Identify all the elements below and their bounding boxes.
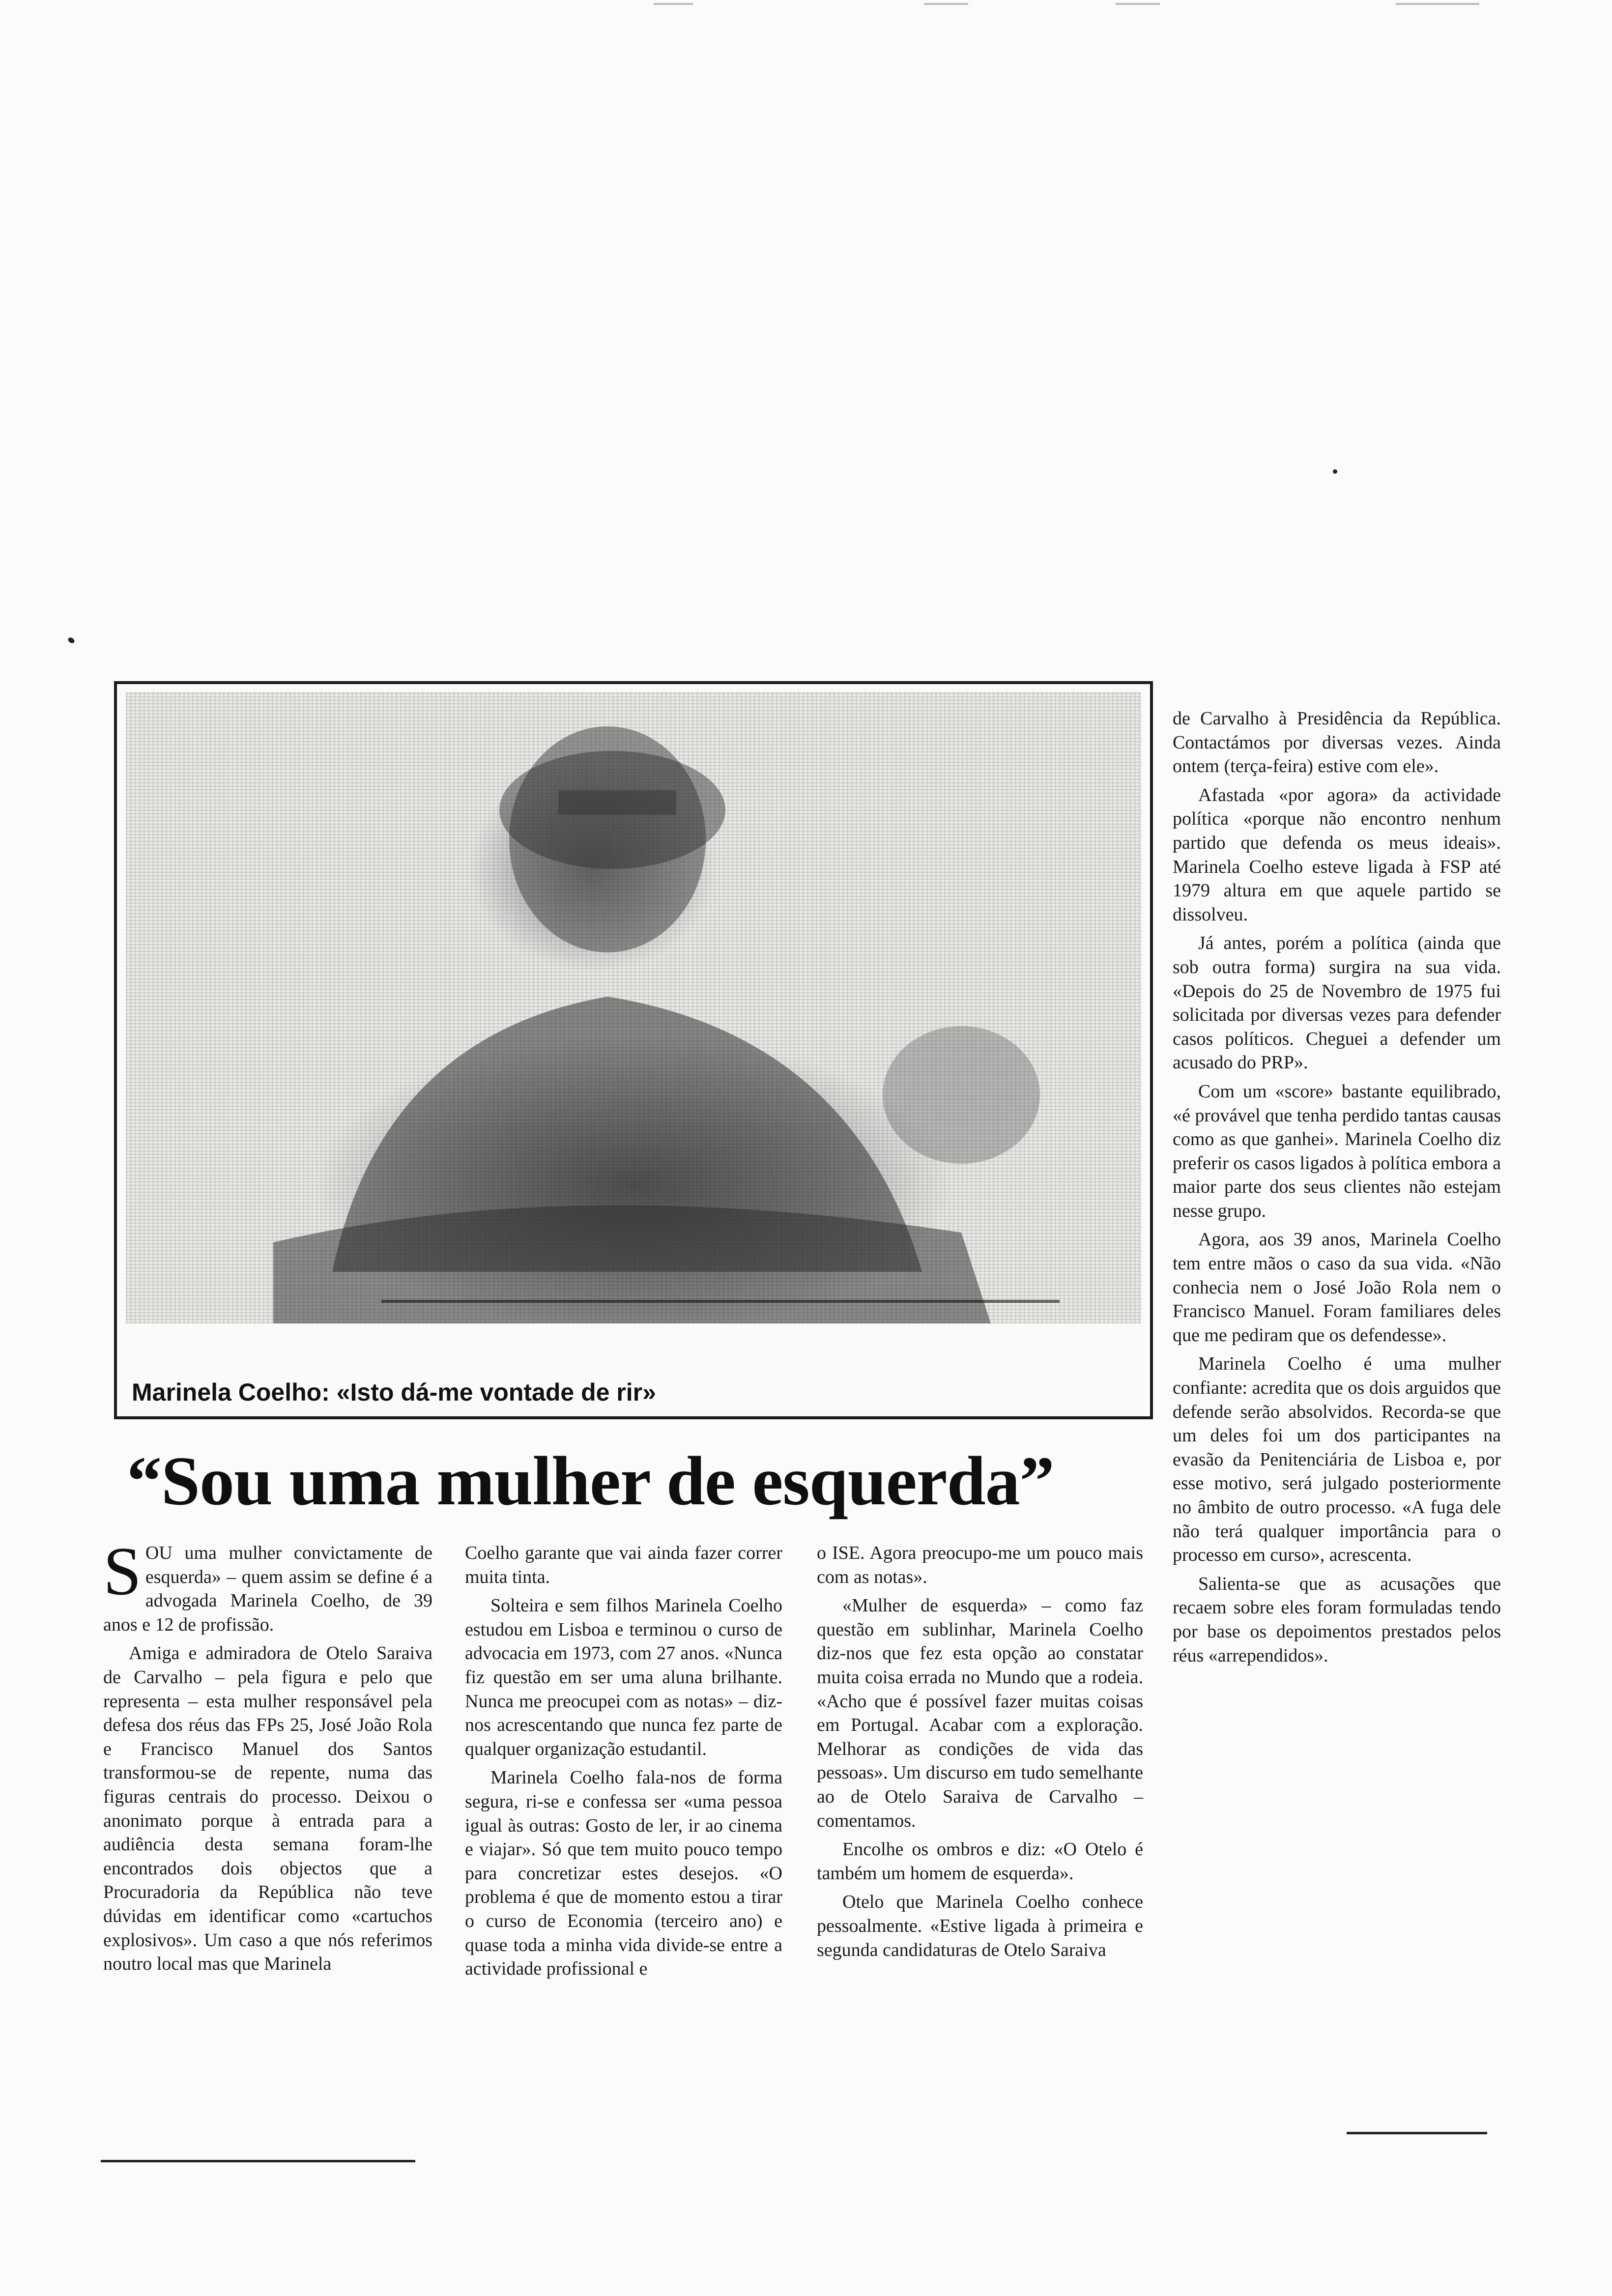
article-paragraph-text: OU uma mulher convictamente de esquerda» – quem assim se define é a advogada Marinela Coelho, de 39 anos e 12 de profissão. xyxy=(103,1543,432,1635)
article-paragraph: de Carvalho à Presidência da República. Contactámos por diversas vezes. Ainda ontem (terça-feira) estive com ele». xyxy=(1173,708,1501,777)
article-paragraph: Salienta-se que as acusações que recaem sobre eles foram formuladas tendo por base os depoimentos prestados pelos réus «arrependidos». xyxy=(1173,1573,1501,1666)
article-column-3 xyxy=(817,1541,1143,1962)
scan-speck xyxy=(1333,469,1337,474)
drop-cap: S xyxy=(103,1533,142,1609)
scan-artifact xyxy=(1116,3,1160,5)
article-paragraph: Amiga e admiradora de Otelo Saraiva de Carvalho – pela figura e pelo que representa – esta mulher responsável pela defesa dos réus das FPs 25, José João Rola e Francisco Manuel dos Santos transformou-se de repente, numa das figuras centrais do processo. Deixou o anonimato porque à entrada para a audiência desta semana foram-lhe encontrados dois objectos que a Procuradoria da República não teve dúvidas em identificar como «cartuchos explosivos». Um caso a que nós referimos noutro local mas que Marinela xyxy=(103,1643,432,1975)
scan-artifact xyxy=(654,3,693,5)
photo-caption: Marinela Coelho: «Isto dá-me vontade de rir» xyxy=(132,1378,656,1406)
article-paragraph: Agora, aos 39 anos, Marinela Coelho tem entre mãos o caso da sua vida. «Não conhecia nem o José João Rola nem o Francisco Manuel. Foram familiares deles que me pediram que os defendesse». xyxy=(1173,1229,1501,1346)
article-paragraph: Coelho garante que vai ainda fazer correr muita tinta. xyxy=(465,1543,782,1587)
article-paragraph: Marinela Coelho é uma mulher confiante: acredita que os dois arguidos que defende serão absolvidos. Recorda-se que um deles foi um dos participantes na evasão da Penitenciária de Lisboa e, por esse motivo, será julgado posteriormente no âmbito de outro processo. «A fuga dele não terá qualquer importância para o processo em curso», acrescenta. xyxy=(1173,1353,1501,1566)
end-rule xyxy=(1347,2132,1487,2134)
article-paragraph: Solteira e sem filhos Marinela Coelho estudou em Lisboa e terminou o curso de advocacia em 1973, com 27 anos. «Nunca fiz questão em ser uma aluna brilhante. Nunca me preocupei com as notas» – diz-nos acrescentando que nunca fez parte de qualquer organização estudantil. xyxy=(465,1595,782,1759)
article-paragraph xyxy=(103,1533,432,1636)
article-paragraph: Encolhe os ombros e diz: «O Otelo é também um homem de esquerda». xyxy=(817,1839,1143,1884)
article-column-4 xyxy=(1173,707,1501,1667)
article-paragraph: Otelo que Marinela Coelho conhece pessoalmente. «Estive ligada à primeira e segunda candidaturas de Otelo Saraiva xyxy=(817,1892,1143,1960)
article-column-1 xyxy=(103,1533,432,1976)
article-paragraph: o ISE. Agora preocupo-me um pouco mais com as notas». xyxy=(817,1543,1143,1587)
article-column-2 xyxy=(465,1541,782,1981)
photo-frame xyxy=(114,681,1153,1419)
article-paragraph: «Mulher de esquerda» – como faz questão em sublinhar, Marinela Coelho diz-nos que fez esta opção ao constatar muita coisa errada no Mundo que a rodeia. «Acho que é possível fazer muitas coisas em Portugal. Acabar com a exploração. Melhorar as condições de vida das pessoas». Um discurso em tudo semelhante ao de Otelo Saraiva de Carvalho – comentamos. xyxy=(817,1595,1143,1831)
end-rule xyxy=(101,2160,415,2162)
portrait-figure xyxy=(126,692,1141,1323)
article-paragraph: Marinela Coelho fala-nos de forma segura, ri-se e confessa ser «uma pessoa igual às outras: Gosto de ler, ir ao cinema e viajar». Só que tem muito pouco tempo para concretizar estes desejos. «O problema é que de momento estou a tirar o curso de Economia (terceiro ano) e quase toda a minha vida divide-se entre a actividade profissional e xyxy=(465,1767,782,1980)
article-paragraph: Já antes, porém a política (ainda que sob outra forma) surgira na sua vida. «Depois do 25 de Novembro de 1975 fui solicitada por diversas vezes para defender casos políticos. Cheguei a defender um acusado do PRP». xyxy=(1173,933,1501,1073)
scan-artifact xyxy=(924,3,968,5)
portrait-photo xyxy=(126,692,1141,1323)
article-paragraph: Com um «score» bastante equilibrado, «é provável que tenha perdido tantas causas como as que ganhei». Marinela Coelho diz preferir os casos ligados à política embora a maior parte dos seus clientes não estejam nesse grupo. xyxy=(1173,1081,1501,1221)
article-paragraph: Afastada «por agora» da actividade política «porque não encontro nenhum partido que defenda os meus ideais». Marinela Coelho esteve ligada à FSP até 1979 altura em que aquele partido se dissolveu. xyxy=(1173,784,1501,925)
scan-artifact xyxy=(1396,3,1479,5)
headline: “Sou uma mulher de esquerda” xyxy=(127,1442,1054,1520)
scan-speck xyxy=(67,636,75,644)
